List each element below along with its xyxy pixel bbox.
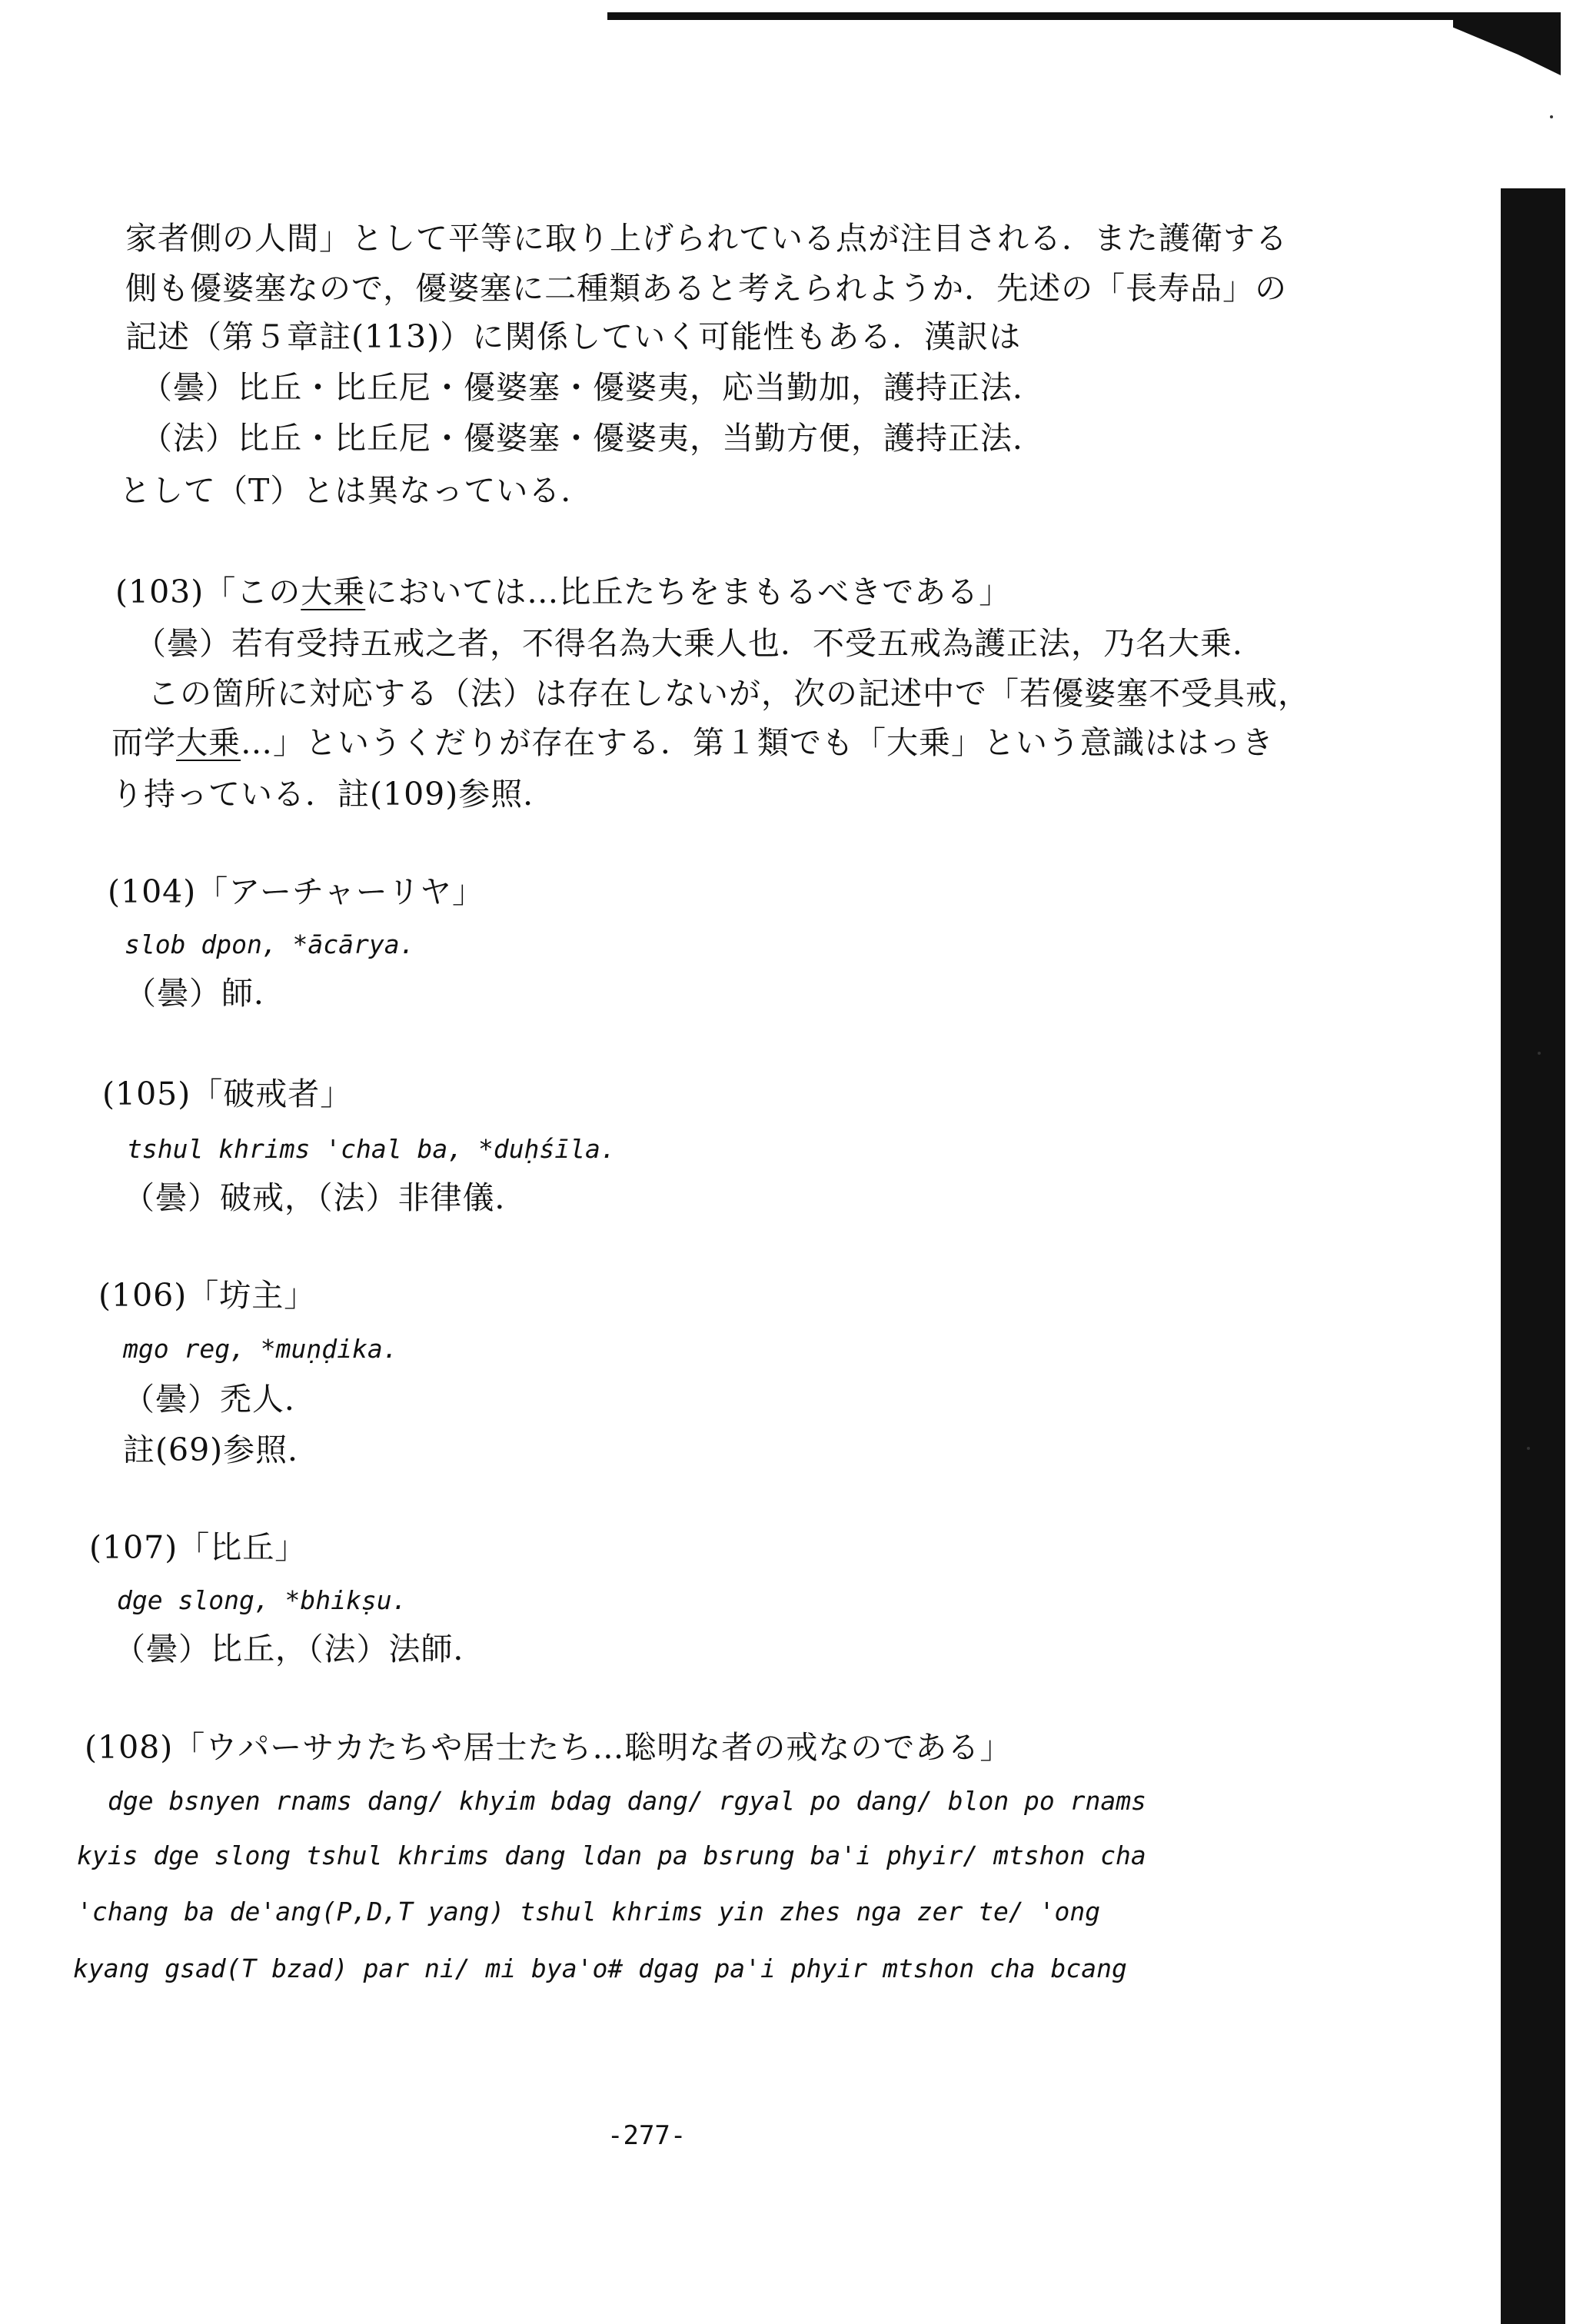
scan-speck bbox=[1527, 1447, 1530, 1450]
tibetan-term: dge slong, *bhikṣu. bbox=[117, 1585, 407, 1615]
note-107-heading: (107)「比丘」 bbox=[89, 1529, 308, 1566]
note-106-line: （曇）禿人． bbox=[123, 1381, 317, 1418]
tibetan-term: slob dpon, *ācārya. bbox=[125, 929, 415, 959]
underlined-term: 大乗 bbox=[176, 724, 241, 761]
note-number: (106) bbox=[98, 1277, 188, 1314]
tibetan-term: tshul khrims 'chal ba, *duḥśīla. bbox=[127, 1134, 616, 1164]
underlined-term: 大乗 bbox=[301, 574, 366, 610]
intro-line: （曇）比丘・比丘尼・優婆塞・優婆夷，応当勤加，護持正法． bbox=[141, 369, 1045, 406]
note-104-heading: (104)「アーチャーリヤ」 bbox=[108, 873, 484, 910]
note-number: (103) bbox=[115, 574, 205, 610]
scan-edge-right bbox=[1501, 188, 1565, 2324]
note-104-line: （曇）師． bbox=[125, 975, 286, 1012]
note-103-line: り持っている．註(109)参照． bbox=[111, 776, 556, 813]
tibetan-term: mgo reg, *muṇḍika. bbox=[123, 1334, 398, 1364]
tibetan-passage-line: kyang gsad(T bzad) par ni/ mi bya'o# dgag pa'i phyir mtshon cha bcang bbox=[73, 1953, 1127, 1983]
note-number: (105) bbox=[102, 1076, 191, 1112]
note-103-line: 而学大乗…」というくだりが存在する．第１類でも「大乗」という意識ははっき bbox=[111, 724, 1274, 761]
note-103-line: （曇）若有受持五戒之者，不得名為大乗人也．不受五戒為護正法，乃名大乗． bbox=[135, 625, 1265, 662]
intro-line: として（T）とは異なっている． bbox=[119, 472, 594, 509]
note-107-line: （曇）比丘，（法）法師． bbox=[114, 1631, 486, 1667]
scan-edge-top bbox=[607, 12, 1561, 20]
tibetan-passage-line: 'chang ba de'ang(P,D,T yang) tshul khrims yin zhes nga zer te/ 'ong bbox=[77, 1897, 1101, 1927]
scan-speck bbox=[1550, 115, 1553, 118]
note-number: (107) bbox=[89, 1529, 178, 1566]
intro-line: 家者側の人間」として平等に取り上げられている点が注目される．また護衛する bbox=[125, 220, 1288, 257]
note-number: (104) bbox=[108, 873, 197, 910]
note-103-heading: (103)「この大乗においては…比丘たちをまもるべきである」 bbox=[115, 574, 1012, 610]
intro-line: 記述（第５章註(113)）に関係していく可能性もある．漢訳は bbox=[125, 318, 1022, 355]
page-number: -277- bbox=[607, 2120, 687, 2151]
note-106-heading: (106)「坊主」 bbox=[98, 1277, 317, 1314]
scan-speck bbox=[1538, 1052, 1541, 1055]
note-105-line: （曇）破戒，（法）非律儀． bbox=[123, 1179, 527, 1216]
intro-line: （法）比丘・比丘尼・優婆塞・優婆夷，当勤方便，護持正法． bbox=[141, 420, 1045, 457]
tibetan-passage-line: kyis dge slong tshul khrims dang ldan pa bsrung ba'i phyir/ mtshon cha bbox=[77, 1840, 1146, 1870]
note-number: (108) bbox=[85, 1729, 174, 1766]
note-103-line: この箇所に対応する（法）は存在しないが，次の記述中で「若優婆塞不受具戒， bbox=[148, 675, 1310, 712]
intro-line: 側も優婆塞なので，優婆塞に二種類あると考えられようか．先述の「長寿品」の bbox=[125, 270, 1288, 307]
note-106-line: 註(69)参照． bbox=[123, 1431, 321, 1468]
note-105-heading: (105)「破戒者」 bbox=[102, 1076, 353, 1112]
tibetan-passage-line: dge bsnyen rnams dang/ khyim bdag dang/ rgyal po dang/ blon po rnams bbox=[108, 1786, 1147, 1816]
note-108-heading: (108)「ウパーサカたちや居士たち…聡明な者の戒なのである」 bbox=[85, 1729, 1013, 1766]
scan-edge-corner bbox=[1453, 15, 1561, 75]
